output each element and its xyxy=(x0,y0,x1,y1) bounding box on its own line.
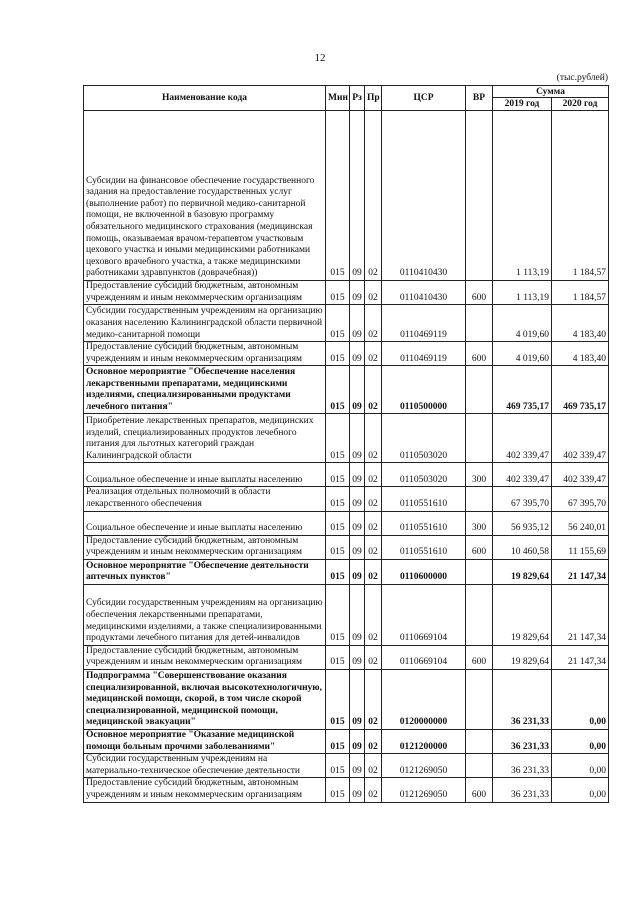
row-pr: 02 xyxy=(365,559,382,584)
row-value-2020: 1 184,57 xyxy=(552,281,609,305)
row-value-2019: 56 935,12 xyxy=(493,511,552,535)
row-vr: 600 xyxy=(466,535,493,559)
row-rz: 09 xyxy=(350,729,365,753)
row-csr: 0110500000 xyxy=(382,366,466,414)
row-value-2019: 19 829,64 xyxy=(493,559,552,584)
header-min: Мин xyxy=(326,86,350,111)
row-min: 015 xyxy=(326,559,350,584)
row-name: Предоставление субсидий бюджетным, автономным учреждениям и иным некоммерческим организациям xyxy=(84,535,326,559)
row-value-2020: 469 735,17 xyxy=(552,366,609,414)
row-rz: 09 xyxy=(350,559,365,584)
row-rz: 09 xyxy=(350,366,365,414)
row-vr xyxy=(466,366,493,414)
row-value-2020: 402 339,47 xyxy=(552,463,609,487)
row-value-2019: 19 829,64 xyxy=(493,645,552,669)
row-value-2019: 67 395,70 xyxy=(493,487,552,511)
row-name: Предоставление субсидий бюджетным, автономным учреждениям и иным некоммерческим организациям xyxy=(84,645,326,669)
row-min: 015 xyxy=(326,111,350,281)
row-name: Предоставление субсидий бюджетным, автономным учреждениям и иным некоммерческим организациям xyxy=(84,778,326,802)
row-value-2019: 1 113,19 xyxy=(493,281,552,305)
row-vr: 600 xyxy=(466,342,493,366)
row-value-2019: 36 231,33 xyxy=(493,778,552,802)
table-row xyxy=(84,559,609,584)
row-pr: 02 xyxy=(365,535,382,559)
row-min: 015 xyxy=(326,342,350,366)
row-csr: 0110410430 xyxy=(382,281,466,305)
table-row xyxy=(84,414,609,463)
table-row xyxy=(84,342,609,366)
row-value-2019: 1 113,19 xyxy=(493,111,552,281)
row-name: Субсидии государственным учреждениям на материально-техническое обеспечение деятельности xyxy=(84,754,326,778)
row-csr: 0121269050 xyxy=(382,778,466,802)
table-row xyxy=(84,645,609,669)
row-csr: 0121200000 xyxy=(382,729,466,753)
row-csr: 0120000000 xyxy=(382,669,466,729)
row-csr: 0110503020 xyxy=(382,463,466,487)
row-name: Приобретение лекарственных препаратов, медицинских изделий, специализированных продуктов лечебного питания для льготных категорий граждан Калининградской области xyxy=(84,414,326,463)
row-min: 015 xyxy=(326,305,350,342)
row-min: 015 xyxy=(326,535,350,559)
row-value-2020: 4 183,40 xyxy=(552,305,609,342)
row-name: Предоставление субсидий бюджетным, автономным учреждениям и иным некоммерческим организациям xyxy=(84,342,326,366)
row-vr xyxy=(466,669,493,729)
row-rz: 09 xyxy=(350,778,365,802)
table-row xyxy=(84,754,609,778)
row-value-2019: 469 735,17 xyxy=(493,366,552,414)
row-min: 015 xyxy=(326,366,350,414)
row-value-2019: 10 460,58 xyxy=(493,535,552,559)
row-csr: 0110551610 xyxy=(382,511,466,535)
row-rz: 09 xyxy=(350,754,365,778)
row-csr: 0110551610 xyxy=(382,535,466,559)
row-name: Основное мероприятие "Обеспечение деятельности аптечных пунктов" xyxy=(84,559,326,584)
row-name: Социальное обеспечение и иные выплаты населению xyxy=(84,511,326,535)
row-vr xyxy=(466,559,493,584)
row-value-2020: 21 147,34 xyxy=(552,584,609,645)
row-value-2019: 36 231,33 xyxy=(493,669,552,729)
table-row xyxy=(84,487,609,511)
row-pr: 02 xyxy=(365,778,382,802)
row-rz: 09 xyxy=(350,305,365,342)
table-row xyxy=(84,535,609,559)
row-value-2019: 4 019,60 xyxy=(493,305,552,342)
table-row xyxy=(84,584,609,645)
row-min: 015 xyxy=(326,729,350,753)
row-min: 015 xyxy=(326,414,350,463)
row-pr: 02 xyxy=(365,584,382,645)
page-number: 12 xyxy=(314,52,326,64)
row-vr xyxy=(466,414,493,463)
header-csr: ЦСР xyxy=(382,86,466,111)
row-vr: 300 xyxy=(466,511,493,535)
table-row xyxy=(84,463,609,487)
row-pr: 02 xyxy=(365,281,382,305)
row-value-2020: 21 147,34 xyxy=(552,559,609,584)
row-value-2019: 4 019,60 xyxy=(493,342,552,366)
header-2019: 2019 год xyxy=(493,98,552,111)
row-pr: 02 xyxy=(365,366,382,414)
row-csr: 0110669104 xyxy=(382,645,466,669)
row-rz: 09 xyxy=(350,463,365,487)
row-vr: 600 xyxy=(466,281,493,305)
row-rz: 09 xyxy=(350,414,365,463)
budget-table xyxy=(83,85,609,803)
row-rz: 09 xyxy=(350,645,365,669)
row-name: Социальное обеспечение и иные выплаты населению xyxy=(84,463,326,487)
row-pr: 02 xyxy=(365,463,382,487)
row-min: 015 xyxy=(326,645,350,669)
row-value-2020: 0,00 xyxy=(552,778,609,802)
row-name: Субсидии государственным учреждениям на организацию обеспечения лекарственными препаратами, медицинскими изделиями, а также специализированными продуктами лечебного питания для детей-инвалидов xyxy=(84,584,326,645)
row-pr: 02 xyxy=(365,342,382,366)
row-name: Реализация отдельных полномочий в области лекарственного обеспечения xyxy=(84,487,326,511)
row-rz: 09 xyxy=(350,342,365,366)
row-rz: 09 xyxy=(350,535,365,559)
header-sum: Сумма xyxy=(493,86,609,98)
row-rz: 09 xyxy=(350,669,365,729)
table-row xyxy=(84,111,609,281)
row-pr: 02 xyxy=(365,111,382,281)
row-value-2019: 36 231,33 xyxy=(493,754,552,778)
row-vr: 600 xyxy=(466,778,493,802)
units-note: (тыс.рублей) xyxy=(556,73,608,83)
row-vr: 300 xyxy=(466,463,493,487)
row-value-2020: 1 184,57 xyxy=(552,111,609,281)
row-min: 015 xyxy=(326,754,350,778)
row-csr: 0110410430 xyxy=(382,111,466,281)
row-value-2020: 402 339,47 xyxy=(552,414,609,463)
row-value-2020: 56 240,01 xyxy=(552,511,609,535)
row-min: 015 xyxy=(326,281,350,305)
row-min: 015 xyxy=(326,778,350,802)
row-value-2020: 11 155,69 xyxy=(552,535,609,559)
row-vr xyxy=(466,729,493,753)
row-csr: 0110551610 xyxy=(382,487,466,511)
header-2020: 2020 год xyxy=(552,98,609,111)
table-row xyxy=(84,281,609,305)
row-rz: 09 xyxy=(350,111,365,281)
row-pr: 02 xyxy=(365,511,382,535)
row-pr: 02 xyxy=(365,645,382,669)
row-csr: 0110669104 xyxy=(382,584,466,645)
table-row xyxy=(84,669,609,729)
row-pr: 02 xyxy=(365,487,382,511)
row-value-2020: 67 395,70 xyxy=(552,487,609,511)
row-name: Основное мероприятие "Оказание медицинской помощи больным прочими заболеваниями" xyxy=(84,729,326,753)
row-name: Субсидии на финансовое обеспечение государственного задания на предоставление государственных услуг (выполнение работ) по первичной медико-санитарной помощи, не включенной в базовую программу обязательного медицинского страхования (медицинская помощь, оказываемая врачом-терапевтом участковым цехового участка и иными медицинскими работниками цехового врачебного участка, а также медицинскими работниками здравпунктов (доврачебная)) xyxy=(84,111,326,281)
row-value-2019: 19 829,64 xyxy=(493,584,552,645)
row-pr: 02 xyxy=(365,305,382,342)
row-min: 015 xyxy=(326,669,350,729)
row-vr xyxy=(466,487,493,511)
row-name: Предоставление субсидий бюджетным, автономным учреждениям и иным некоммерческим организациям xyxy=(84,281,326,305)
row-rz: 09 xyxy=(350,584,365,645)
table-row xyxy=(84,366,609,414)
row-value-2020: 21 147,34 xyxy=(552,645,609,669)
row-csr: 0110469119 xyxy=(382,342,466,366)
row-value-2020: 0,00 xyxy=(552,754,609,778)
header-name: Наименование кода xyxy=(84,86,326,111)
row-min: 015 xyxy=(326,511,350,535)
table-row xyxy=(84,778,609,802)
row-csr: 0110469119 xyxy=(382,305,466,342)
row-value-2019: 36 231,33 xyxy=(493,729,552,753)
row-rz: 09 xyxy=(350,487,365,511)
row-name: Основное мероприятие "Обеспечение населения лекарственными препаратами, медицинскими изделиями, специализированными продуктами лечебного питания" xyxy=(84,366,326,414)
row-csr: 0110503020 xyxy=(382,414,466,463)
table-row xyxy=(84,729,609,753)
row-min: 015 xyxy=(326,463,350,487)
row-rz: 09 xyxy=(350,281,365,305)
row-name: Подпрограмма "Совершенствование оказания специализированной, включая высокотехнологичную, медицинской помощи, скорой, в том числе скорой специализированной, медицинской помощи, медицинской эвакуации" xyxy=(84,669,326,729)
table-row xyxy=(84,511,609,535)
table-row xyxy=(84,305,609,342)
row-pr: 02 xyxy=(365,729,382,753)
row-vr xyxy=(466,111,493,281)
row-value-2020: 4 183,40 xyxy=(552,342,609,366)
row-value-2019: 402 339,47 xyxy=(493,463,552,487)
row-value-2020: 0,00 xyxy=(552,669,609,729)
row-vr xyxy=(466,305,493,342)
header-rz: Рз xyxy=(350,86,365,111)
header-vr: ВР xyxy=(466,86,493,111)
row-csr: 0110600000 xyxy=(382,559,466,584)
row-vr: 600 xyxy=(466,645,493,669)
row-min: 015 xyxy=(326,487,350,511)
row-value-2019: 402 339,47 xyxy=(493,414,552,463)
row-pr: 02 xyxy=(365,414,382,463)
row-vr xyxy=(466,754,493,778)
row-name: Субсидии государственным учреждениям на организацию оказания населению Калининградской области первичной медико-санитарной помощи xyxy=(84,305,326,342)
header-pr: Пр xyxy=(365,86,382,111)
row-value-2020: 0,00 xyxy=(552,729,609,753)
row-csr: 0121269050 xyxy=(382,754,466,778)
row-pr: 02 xyxy=(365,754,382,778)
row-pr: 02 xyxy=(365,669,382,729)
row-vr xyxy=(466,584,493,645)
row-rz: 09 xyxy=(350,511,365,535)
row-min: 015 xyxy=(326,584,350,645)
